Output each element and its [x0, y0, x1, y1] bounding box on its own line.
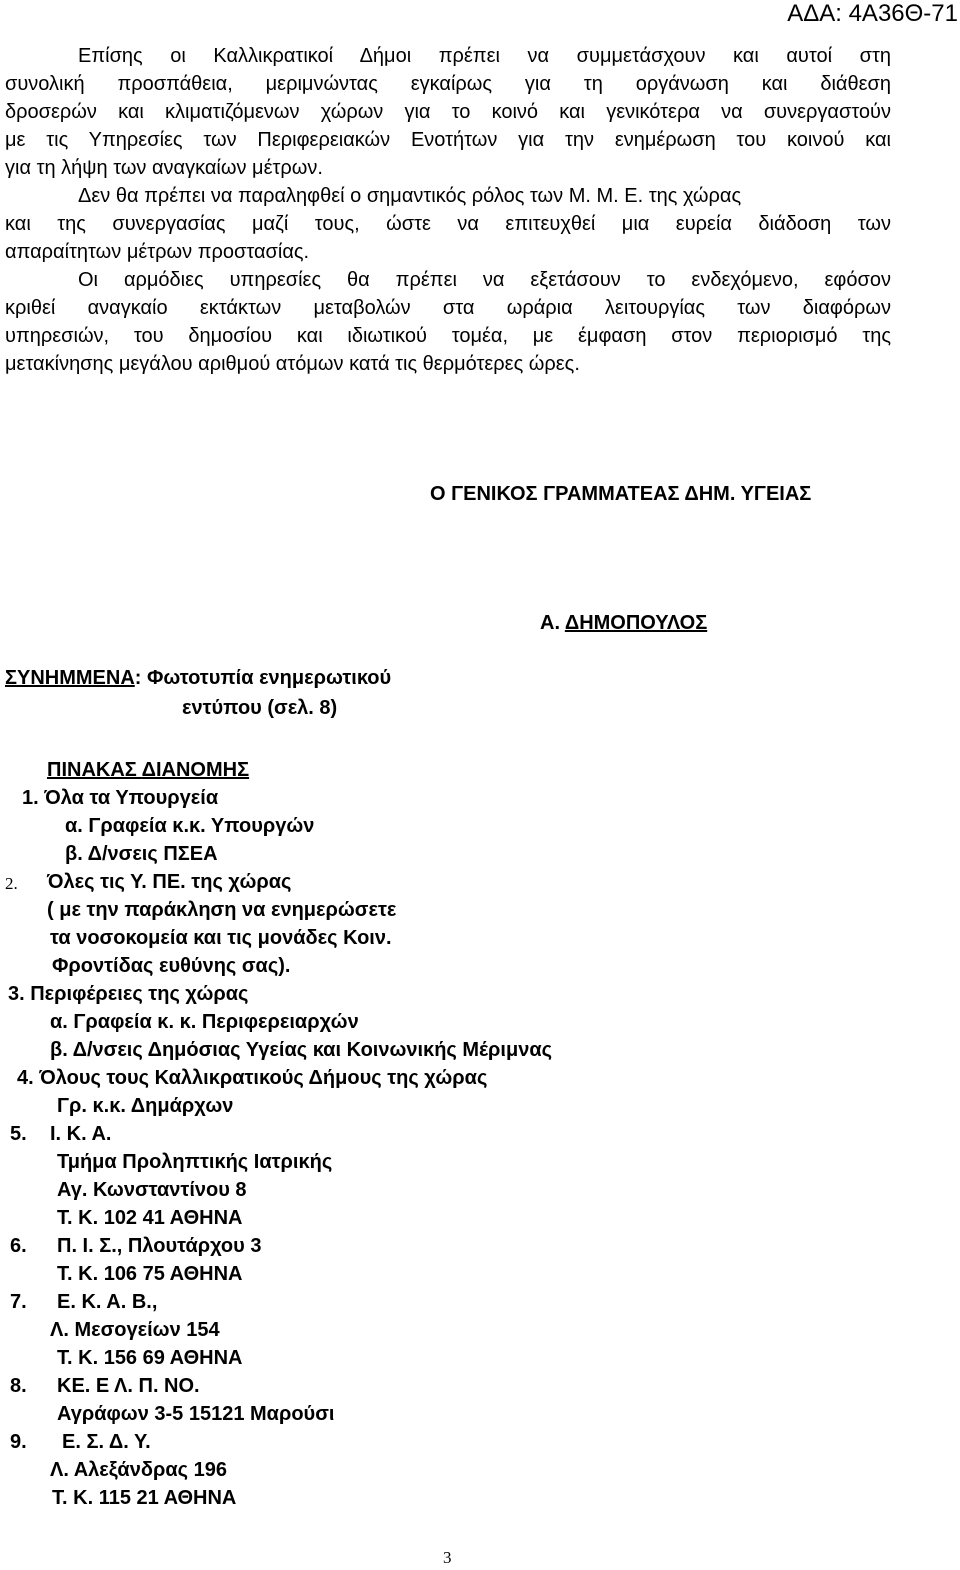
distribution-number: 8.: [10, 1375, 27, 1397]
distribution-item: 3. Περιφέρειες της χώρας: [8, 983, 249, 1005]
text-line: απαραίτητων μέτρων προστασίας.: [5, 241, 310, 263]
distribution-item: Ε. Κ. Α. Β.,: [57, 1291, 158, 1313]
distribution-title-prefix: ΠΙΝΑΚΑΣ: [47, 759, 142, 781]
text-line: δροσερών και κλιματιζόμενων χώρων για το κοινό και γενικότερα να συνεργαστούν: [5, 101, 891, 123]
distribution-item: Ε. Σ. Δ. Υ.: [62, 1431, 151, 1453]
distribution-item: β. Δ/νσεις ΠΣΕΑ: [65, 843, 218, 865]
signatory-name: [540, 612, 707, 635]
distribution-item: Γρ. κ.κ. Δημάρχων: [57, 1095, 234, 1117]
ada-code: ΑΔΑ: 4Α36Θ-71: [787, 0, 958, 27]
distribution-number: 9.: [10, 1431, 27, 1453]
attachments-label: ΣΥΝΗΜΜΕΝΑ: [5, 667, 135, 689]
distribution-number: 5.: [10, 1123, 27, 1145]
distribution-item: α. Γραφεία κ. κ. Περιφερειαρχών: [50, 1011, 359, 1033]
text-line: συνολική προσπάθεια, μεριμνώντας εγκαίρως για τη οργάνωση και διάθεση: [5, 73, 891, 95]
distribution-item: Λ. Αλεξάνδρας 196: [50, 1459, 227, 1481]
distribution-item: Λ. Μεσογείων 154: [50, 1319, 220, 1341]
distribution-item: Π. Ι. Σ., Πλουτάρχου 3: [57, 1235, 262, 1257]
distribution-item: Τ. Κ. 102 41 ΑΘΗΝΑ: [57, 1207, 243, 1229]
distribution-title: [47, 756, 249, 784]
distribution-number: 2.: [5, 874, 18, 893]
distribution-item: ( με την παράκληση να ενημερώσετε: [47, 899, 397, 921]
distribution-item: τα νοσοκομεία και τις μονάδες Κοιν.: [50, 927, 392, 949]
text-line: με τις Υπηρεσίες των Περιφερειακών Ενοτήτων για την ενημέρωση του κοινού και: [5, 129, 891, 151]
signatory-surname: ΔΗΜΟΠΟΥΛΟΣ: [564, 612, 708, 634]
text-line: και της συνεργασίας μαζί τους, ώστε να επιτευχθεί μια ευρεία διάδοση των: [5, 213, 891, 235]
text-line: κριθεί αναγκαίο εκτάκτων μεταβολών στα ωράρια λειτουργίας των διαφόρων: [5, 297, 891, 319]
text-line: Οι αρμόδιες υπηρεσίες θα πρέπει να εξετάσουν το ενδεχόμενο, εφόσον: [78, 269, 891, 291]
distribution-item: Ι. Κ. Α.: [50, 1123, 112, 1145]
text-line: για τη λήψη των αναγκαίων μέτρων.: [5, 157, 323, 179]
distribution-item: 1. Όλα τα Υπουργεία: [22, 787, 219, 809]
signatory-initial: Α.: [540, 612, 565, 634]
distribution-title-rest: ΔΙΑΝΟΜΗΣ: [141, 759, 250, 781]
distribution-item: β. Δ/νσεις Δημόσιας Υγείας και Κοινωνικής Μέριμνας: [50, 1039, 553, 1061]
text-line: Δεν θα πρέπει να παραληφθεί ο σημαντικός ρόλος των Μ. Μ. Ε. της χώρας: [78, 185, 742, 207]
distribution-item: Όλες τις Υ. ΠΕ. της χώρας: [47, 871, 292, 893]
distribution-item: α. Γραφεία κ.κ. Υπουργών: [65, 815, 315, 837]
page-number: 3: [443, 1548, 452, 1567]
text-line: μετακίνησης μεγάλου αριθμού ατόμων κατά τις θερμότερες ώρες.: [5, 353, 580, 375]
attachments-text: : Φωτοτυπία ενημερωτικού: [134, 667, 392, 689]
distribution-item: Τμήμα Προληπτικής Ιατρικής: [57, 1151, 333, 1173]
text-line: Επίσης οι Καλλικρατικοί Δήμοι πρέπει να συμμετάσχουν και αυτοί στη: [78, 45, 891, 67]
distribution-item: Φροντίδας ευθύνης σας).: [52, 955, 291, 977]
distribution-item: Τ. Κ. 115 21 ΑΘΗΝΑ: [52, 1487, 237, 1509]
distribution-item: ΚΕ. Ε Λ. Π. ΝΟ.: [57, 1375, 200, 1397]
distribution-item: 4. Όλους τους Καλλικρατικούς Δήμους της χώρας: [17, 1067, 488, 1089]
distribution-item: Αγράφων 3-5 15121 Μαρούσι: [57, 1403, 335, 1425]
attachments: [5, 667, 391, 690]
text-line: υπηρεσιών, του δημοσίου και ιδιωτικού τομέα, με έμφαση στον περιορισμό της: [5, 325, 891, 347]
distribution-item: Αγ. Κωνσταντίνου 8: [57, 1179, 247, 1201]
distribution-number: 6.: [10, 1235, 27, 1257]
distribution-item: Τ. Κ. 106 75 ΑΘΗΝΑ: [57, 1263, 243, 1285]
distribution-item: Τ. Κ. 156 69 ΑΘΗΝΑ: [57, 1347, 243, 1369]
attachments-text-2: εντύπου (σελ. 8): [182, 697, 338, 719]
signature-title: Ο ΓΕΝΙΚΟΣ ΓΡΑΜΜΑΤΕΑΣ ΔΗΜ. ΥΓΕΙΑΣ: [430, 483, 812, 505]
distribution-number: 7.: [10, 1291, 27, 1313]
